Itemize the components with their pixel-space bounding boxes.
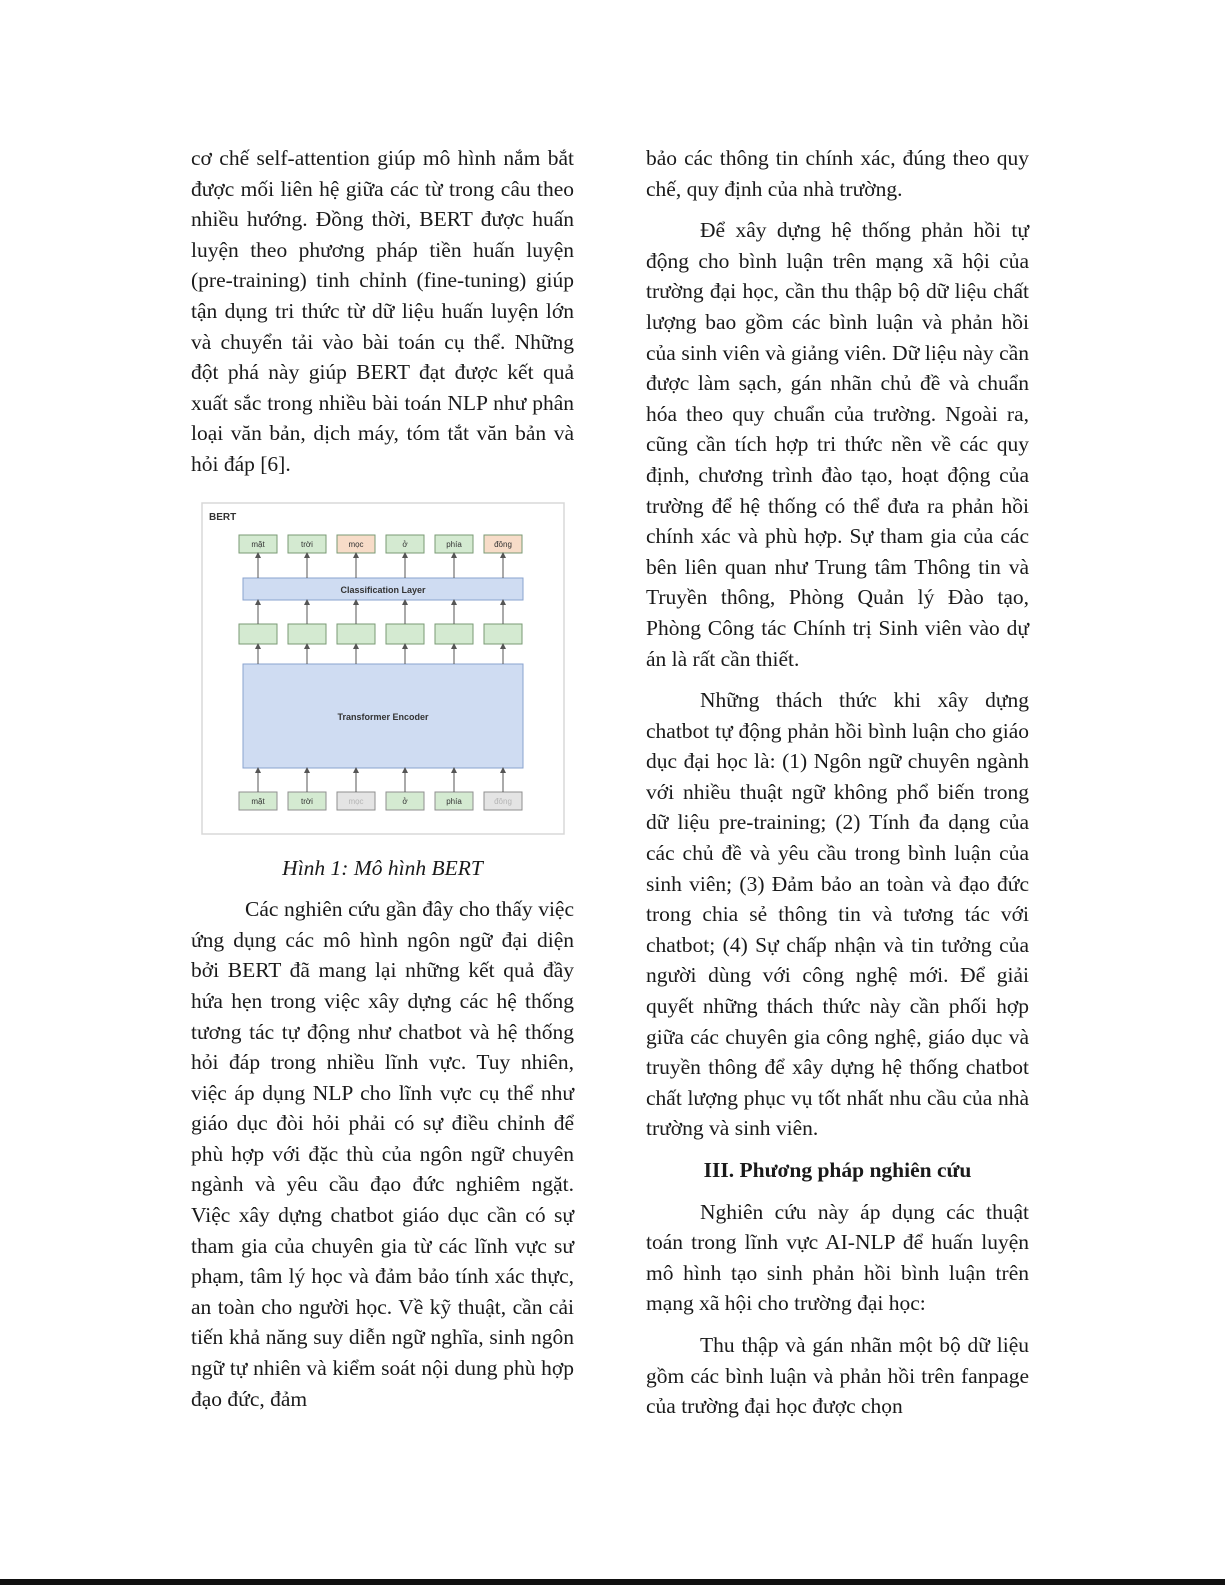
input-token-label: ở — [402, 796, 408, 806]
output-token-label: mọc — [348, 539, 364, 549]
figure-caption: Hình 1: Mô hình BERT — [282, 855, 483, 880]
paragraph: Để xây dựng hệ thống phản hồi tự động cho bình luận trên mạng xã hội của trường đại học, cần thu thập bộ dữ liệu chất lượng bao gồm các bình luận và phản hồi của sinh viên và giảng viên. Dữ liệu này cần được làm sạch, gán nhãn chủ đề và chuẩn hóa theo quy chuẩn của trường. Ngoài ra, cũng cần tích hợp tri thức nền về các quy định, chương trình đào tạo, hoạt động của trường để hệ thống có thể đưa ra phản hồi chính xác và phù hợp. Sự tham gia của các bên liên quan như Trung tâm Thông tin và Truyền thông, Phòng Quản lý Đào tạo, Phòng Công tác Chính trị Sinh viên vào dự án là rất cần thiết. — [646, 218, 1029, 671]
output-token-label: phía — [446, 539, 462, 549]
output-token-label: đông — [494, 539, 512, 549]
output-token-label: mặt — [251, 539, 265, 549]
hidden-representation — [288, 624, 326, 644]
output-token-label: trời — [301, 539, 313, 549]
input-token-label: trời — [301, 796, 313, 806]
paragraph: Thu thập và gán nhãn một bộ dữ liệu gồm các bình luận và phản hồi trên fanpage của trường đại học được chọn — [646, 1332, 1029, 1419]
hidden-representation — [239, 624, 277, 644]
right-column — [646, 143, 1029, 1422]
hidden-representation — [484, 624, 522, 644]
page-bottom-border — [0, 1579, 1225, 1585]
paragraph: cơ chế self-attention giúp mô hình nắm bắt được mối liên hệ giữa các từ trong câu theo nhiều hướng. Đồng thời, BERT được huấn luyện theo phương pháp tiền huấn luyện (pre-training) tinh chỉnh (fine-tuning) giúp tận dụng tri thức từ dữ liệu huấn luyện lớn và chuyển tải vào bài toán cụ thể. Những đột phá này giúp BERT đạt được kết quả xuất sắc trong nhiều bài toán NLP như phân loại văn bản, dịch máy, tóm tắt văn bản và hỏi đáp [6]. — [191, 146, 574, 476]
input-token-label: đông — [494, 796, 512, 806]
figure-title: BERT — [209, 511, 237, 523]
paragraph: bảo các thông tin chính xác, đúng theo quy chế, quy định của nhà trường. — [646, 146, 1029, 201]
bert-figure — [201, 502, 565, 835]
left-column — [191, 143, 574, 1414]
hidden-representation — [435, 624, 473, 644]
input-token-label: mặt — [251, 796, 265, 806]
section-heading: III. Phương pháp nghiên cứu — [703, 1158, 972, 1182]
classification-layer-label: Classification Layer — [340, 584, 426, 595]
hidden-representation — [337, 624, 375, 644]
output-token-label: ở — [402, 539, 408, 549]
paragraph: Các nghiên cứu gần đây cho thấy việc ứng dụng các mô hình ngôn ngữ đại diện bởi BERT đã mang lại những kết quả đầy hứa hẹn trong việc xây dựng các hệ thống tương tác tự động như chatbot và hệ thống hỏi đáp trong nhiều lĩnh vực. Tuy nhiên, việc áp dụng NLP cho lĩnh vực cụ thể như giáo dục đòi hỏi phải có sự điều chỉnh để phù hợp với đặc thù của ngôn ngữ chuyên ngành và yêu cầu đạo đức nghiêm ngặt. Việc xây dựng chatbot giáo dục cần có sự tham gia của chuyên gia từ các lĩnh vực sư phạm, tâm lý học và đảm bảo tính xác thực, an toàn cho người học. Về kỹ thuật, cần cải tiến khả năng suy diễn ngữ nghĩa, sinh ngôn ngữ tự nhiên và kiểm soát nội dung phù hợp đạo đức, đảm — [191, 897, 574, 1411]
input-token-label: mọc — [348, 796, 364, 806]
input-token-label: phía — [446, 796, 462, 806]
paragraph: Những thách thức khi xây dựng chatbot tự động phản hồi bình luận cho giáo dục đại học là: (1) Ngôn ngữ chuyên ngành với nhiều thuật ngữ không phổ biến trong dữ liệu pre-training; (2) Tính đa dạng của các chủ đề và yêu cầu trong bình luận của sinh viên; (3) Đảm bảo an toàn và đạo đức trong chia sẻ thông tin và tương tác với chatbot; (4) Sự chấp nhận và tin tưởng của người dùng với công nghệ mới. Để giải quyết những thách thức này cần phối hợp giữa các chuyên gia công nghệ, giáo dục và truyền thông để xây dựng hệ thống chatbot chất lượng phục vụ tốt nhất nhu cầu của nhà trường và sinh viên. — [646, 688, 1029, 1141]
transformer-encoder-label: Transformer Encoder — [337, 711, 429, 722]
paragraph: Nghiên cứu này áp dụng các thuật toán trong lĩnh vực AI-NLP để huấn luyện mô hình tạo sinh phản hồi bình luận trên mạng xã hội cho trường đại học: — [646, 1199, 1029, 1316]
hidden-representation — [386, 624, 424, 644]
bert-diagram — [201, 502, 565, 835]
